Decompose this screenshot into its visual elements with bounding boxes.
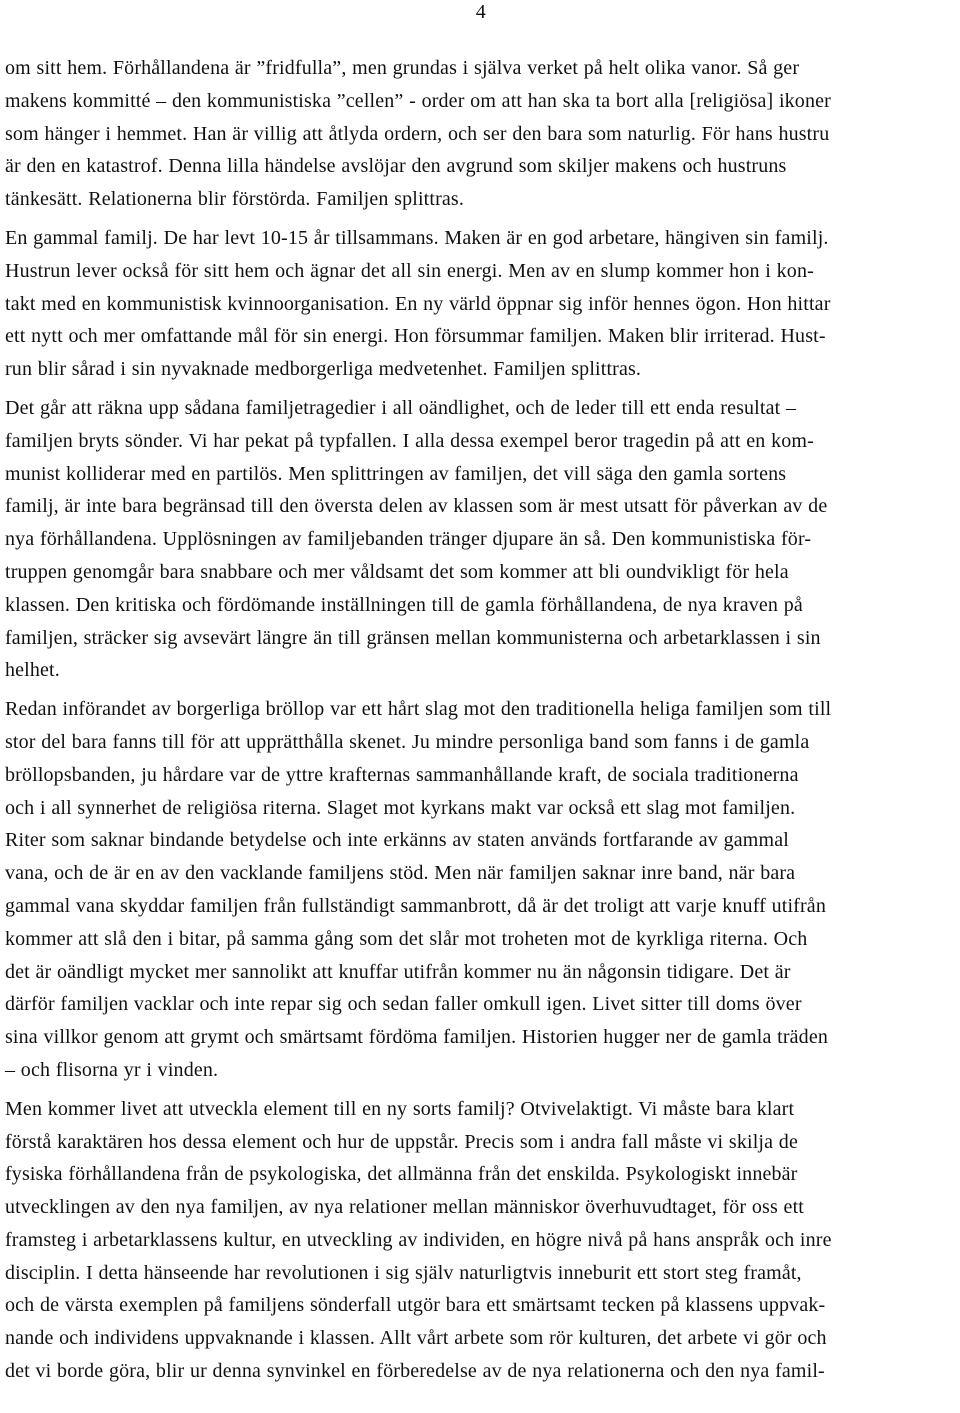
- text-line: helhet.: [5, 659, 60, 682]
- text-line: vana, och de är en av den vacklande familjens stöd. Men när familjen saknar inre band, när bara: [5, 862, 796, 885]
- text-line: sina villkor genom att grymt och smärtsamt fördöma familjen. Historien hugger ner de gamla träden: [5, 1026, 828, 1049]
- paragraph: [5, 222, 958, 386]
- paragraph: [5, 392, 958, 687]
- text-line: ett nytt och mer omfattande mål för sin energi. Hon försummar familjen. Maken blir irriterad. Hust-: [5, 325, 826, 348]
- paragraph: [5, 1093, 958, 1388]
- text-line: det är oändligt mycket mer sannolikt att knuffar utifrån kommer nu än någonsin tidigare. Det är: [5, 960, 791, 983]
- page-number: 4: [475, 1, 486, 23]
- document-body: [5, 52, 958, 1388]
- text-line: familj, är inte bara begränsad till den översta delen av klassen som är mest utsatt för påverkan av de: [5, 495, 828, 518]
- text-line: Men kommer livet att utveckla element till en ny sorts familj? Otvivelaktigt. Vi måste bara klart: [5, 1097, 795, 1120]
- text-line: familjen bryts sönder. Vi har pekat på typfallen. I alla dessa exempel beror tragedin på att en kom-: [5, 429, 814, 452]
- text-line: är den en katastrof. Denna lilla händelse avslöjar den avgrund som skiljer makens och hustruns: [5, 155, 787, 178]
- text-line: förstå karaktären hos dessa element och hur de uppstår. Precis som i andra fall måste vi skilja de: [5, 1130, 798, 1153]
- text-line: nande och individens uppvaknande i klassen. Allt vårt arbete som rör kulturen, det arbete vi gör och: [5, 1327, 827, 1350]
- text-line: munist kolliderar med en partilös. Men splittringen av familjen, det vill säga den gamla sortens: [5, 462, 787, 485]
- text-line: och i all synnerhet de religiösa riterna. Slaget mot kyrkans makt var också ett slag mot familjen.: [5, 796, 796, 819]
- text-line: – och flisorna yr i vinden.: [5, 1058, 219, 1081]
- text-line: disciplin. I detta hänseende har revolutionen i sig själv naturligtvis inneburit ett stort steg framåt,: [5, 1261, 802, 1284]
- text-line: och de värsta exemplen på familjens sönderfall utgör bara ett smärtsamt tecken på klassens uppvak-: [5, 1294, 826, 1317]
- paragraph: [5, 693, 958, 1087]
- text-line: Hustrun lever också för sitt hem och ägnar det all sin energi. Men av en slump kommer hon i kon-: [5, 259, 814, 282]
- text-line: nya förhållandena. Upplösningen av familjebanden tränger djupare än så. Den kommunistiska för-: [5, 528, 812, 551]
- text-line: framsteg i arbetarklassens kultur, en utveckling av individen, en högre nivå på hans anspråk och inre: [5, 1228, 832, 1251]
- text-line: Riter som saknar bindande betydelse och inte erkänns av staten används fortfarande av gammal: [5, 829, 789, 852]
- text-line: Redan införandet av borgerliga bröllop var ett hårt slag mot den traditionella heliga familjen som till: [5, 698, 832, 721]
- text-line: därför familjen vacklar och inte repar sig och sedan faller omkull igen. Livet sitter till doms över: [5, 993, 802, 1016]
- text-line: utvecklingen av den nya familjen, av nya relationer mellan människor överhuvudtaget, för oss ett: [5, 1196, 804, 1219]
- text-line: bröllopsbanden, ju hårdare var de yttre krafternas sammanhållande kraft, de sociala traditionerna: [5, 763, 799, 786]
- text-line: tänkesätt. Relationerna blir förstörda. Familjen splittras.: [5, 188, 465, 211]
- text-line: makens kommitté – den kommunistiska ”cellen” - order om att han ska ta bort alla [religiösa] ikoner: [5, 89, 831, 112]
- text-line: takt med en kommunistisk kvinnoorganisation. En ny värld öppnar sig inför hennes ögon. Hon hittar: [5, 292, 831, 315]
- text-line: det vi borde göra, blir ur denna synvinkel en förberedelse av de nya relationerna och den nya famil-: [5, 1360, 825, 1383]
- text-line: Det går att räkna upp sådana familjetragedier i all oändlighet, och de leder till ett enda resultat –: [5, 396, 797, 419]
- paragraph: [5, 52, 958, 216]
- text-line: truppen genomgår bara snabbare och mer våldsamt det som kommer att bli oundvikligt för hela: [5, 560, 789, 583]
- text-line: stor del bara fanns till för att upprätthålla skenet. Ju mindre personliga band som fanns i de gamla: [5, 730, 810, 753]
- text-line: gammal vana skyddar familjen från fullständigt sammanbrott, då är det troligt att varje knuff utifrån: [5, 894, 826, 917]
- text-line: En gammal familj. De har levt 10-15 år tillsammans. Maken är en god arbetare, hängiven sin familj.: [5, 226, 829, 249]
- text-line: fysiska förhållandena från de psykologiska, det allmänna från det enskilda. Psykologiskt innebär: [5, 1163, 798, 1186]
- text-line: familjen, sträcker sig avsevärt längre än till gränsen mellan kommunisterna och arbetarklassen i sin: [5, 626, 821, 649]
- text-line: run blir sårad i sin nyvaknade medborgerliga medvetenhet. Familjen splittras.: [5, 358, 642, 381]
- text-line: som hänger i hemmet. Han är villig att åtlyda ordern, och ser den bara som naturlig. För hans hustru: [5, 122, 830, 145]
- text-line: klassen. Den kritiska och fördömande inställningen till de gamla förhållandena, de nya kraven på: [5, 593, 803, 616]
- text-line: kommer att slå den i bitar, på samma gång som det slår mot troheten mot de kyrkliga riterna. Och: [5, 927, 808, 950]
- text-line: om sitt hem. Förhållandena är ”fridfulla”, men grundas i själva verket på helt olika vanor. Så ger: [5, 57, 800, 79]
